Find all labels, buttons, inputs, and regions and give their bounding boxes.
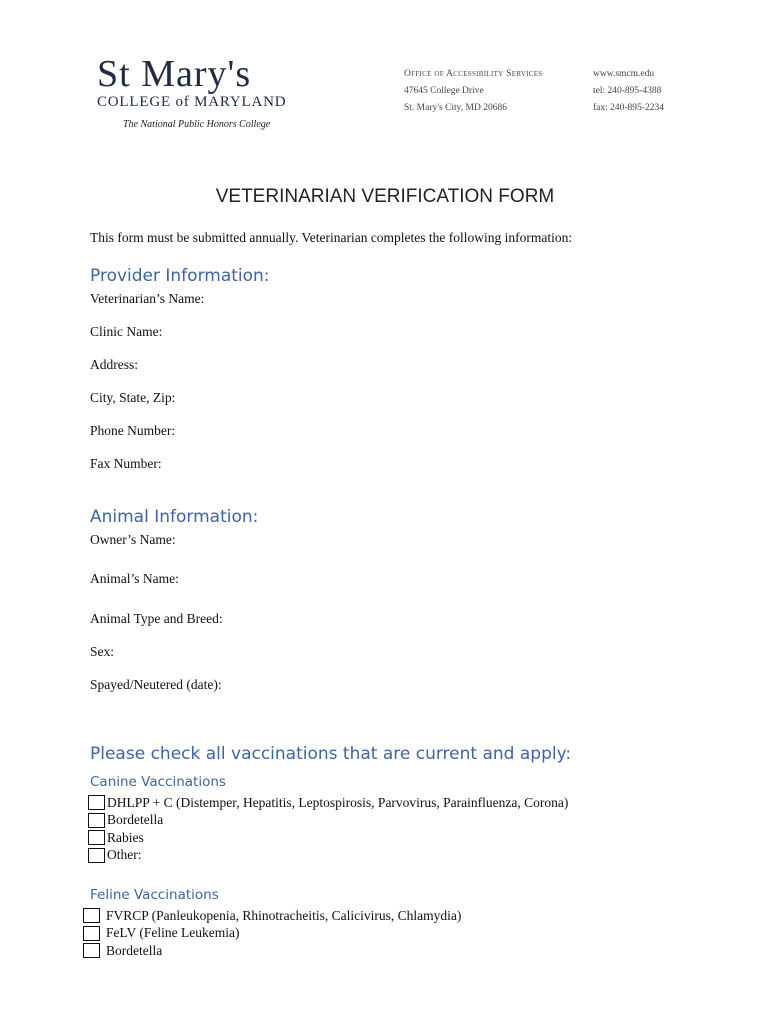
feline-vaccinations-heading: Feline Vaccinations [90,887,219,903]
field-owner-name[interactable]: Owner’s Name: [90,532,176,547]
field-animal-name[interactable]: Animal’s Name: [90,571,179,586]
web-contact-block [593,66,664,117]
checkbox-label: FVRCP (Panleukopenia, Rhinotracheitis, Calicivirus, Chlamydia) [106,907,462,923]
form-intro: This form must be submitted annually. Veterinarian completes the following information: [90,230,573,245]
list-item [88,829,568,847]
logo-st: St [97,53,131,95]
checkbox-feline-bordetella[interactable] [83,943,100,958]
field-clinic-name[interactable]: Clinic Name: [90,324,163,339]
checkbox-label: FeLV (Feline Leukemia) [106,925,240,941]
field-veterinarian-name[interactable]: Veterinarian’s Name: [90,291,205,306]
checkbox-rabies[interactable] [88,830,105,845]
checkbox-label: Bordetella [107,812,164,828]
checkbox-dhlpp[interactable] [88,795,105,810]
list-item [88,812,568,830]
fax: fax: 240-895-2234 [593,103,664,113]
field-address[interactable]: Address: [90,357,138,372]
office-address-line1: 47645 College Drive [404,86,484,96]
list-item [83,925,461,943]
field-sex[interactable]: Sex: [90,644,115,659]
telephone: tel: 240-895-4388 [593,86,662,96]
office-address-line2: St. Mary's City, MD 20686 [404,103,507,113]
checkbox-label: DHLPP + C (Distemper, Hepatitis, Leptospirosis, Parvovirus, Parainfluenza, Corona) [107,794,569,810]
checkbox-canine-bordetella[interactable] [88,813,105,828]
checkbox-other[interactable] [88,848,105,863]
website-link[interactable]: www.smcm.edu [593,69,655,79]
logo-college-line: COLLEGE of MARYLAND [97,94,287,110]
field-phone-number[interactable]: Phone Number: [90,423,176,438]
feline-vaccination-list [83,907,461,960]
checkbox-felv[interactable] [83,926,100,941]
checkbox-label: Other: [107,847,142,863]
field-animal-type-breed[interactable]: Animal Type and Breed: [90,611,223,626]
canine-vaccinations-heading: Canine Vaccinations [90,774,226,790]
checkbox-label: Bordetella [106,942,163,958]
logo-wordmark [97,54,297,94]
list-item [83,907,461,925]
list-item [88,847,568,865]
logo-marys: Mary's [141,53,252,95]
list-item [88,794,568,812]
checkbox-label: Rabies [107,829,144,845]
animal-heading: Animal Information: [90,507,259,527]
college-logo [97,54,297,130]
office-title: Office of Accessibility Services [404,69,543,79]
field-spayed-neutered-date[interactable]: Spayed/Neutered (date): [90,677,222,692]
checkbox-fvrcp[interactable] [83,908,100,923]
logo-tagline: The National Public Honors College [123,119,271,130]
vaccinations-heading: Please check all vaccinations that are current and apply: [90,744,572,764]
canine-vaccination-list [88,794,568,864]
field-fax-number[interactable]: Fax Number: [90,456,162,471]
field-city-state-zip[interactable]: City, State, Zip: [90,390,176,405]
form-title: VETERINARIAN VERIFICATION FORM [215,186,555,207]
provider-heading: Provider Information: [90,266,270,286]
office-contact-block [404,66,543,117]
list-item [83,942,461,960]
